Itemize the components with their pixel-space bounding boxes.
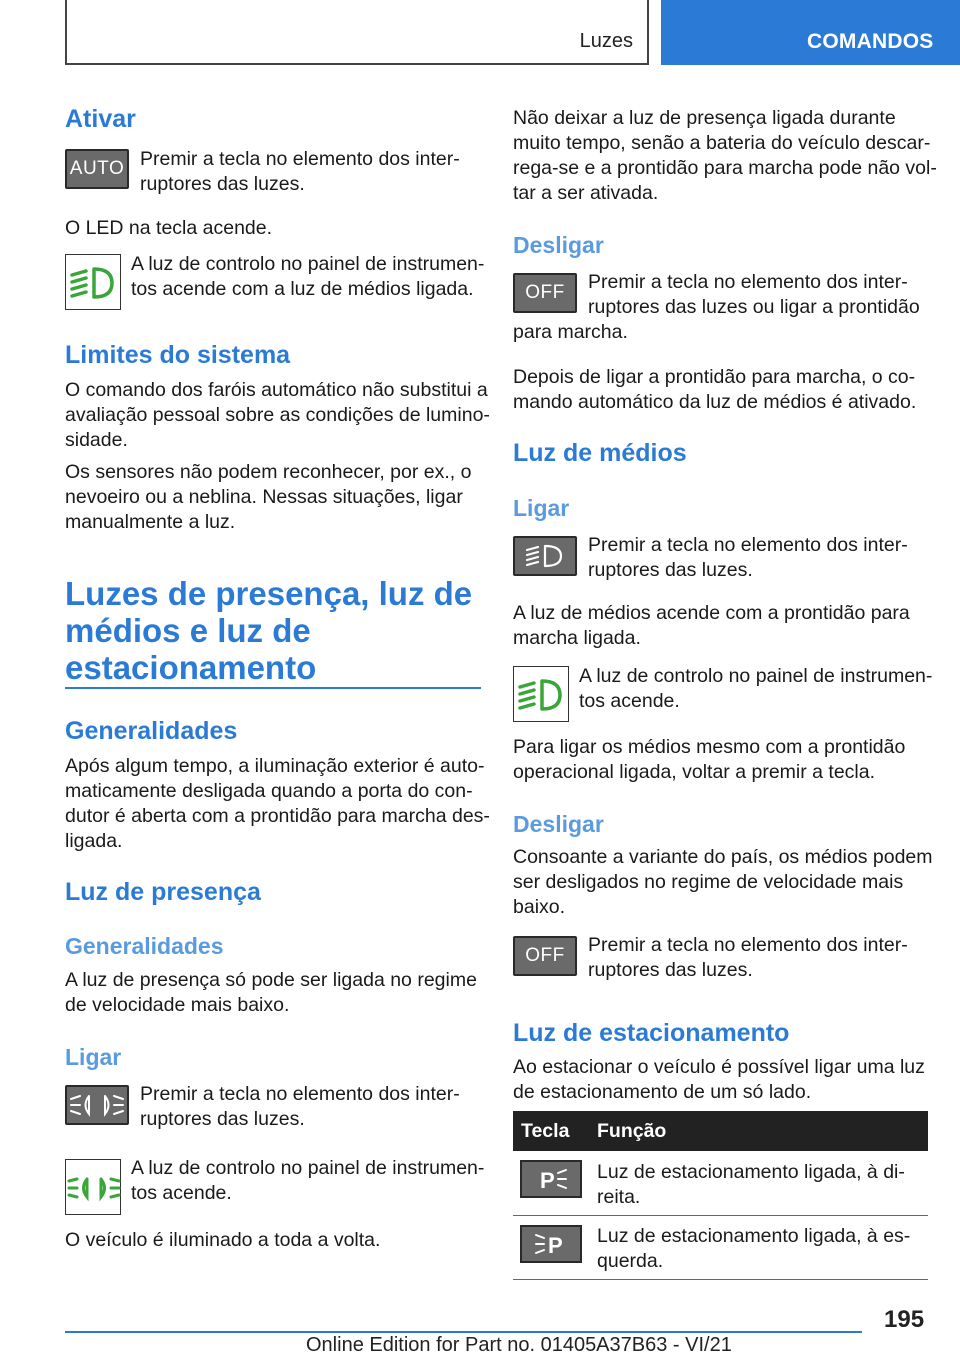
- parking-lights-indicator-icon: [65, 1159, 121, 1215]
- desligar1-text-4: Depois de ligar a prontidão para marcha, o co-: [513, 366, 916, 388]
- heading-ativar: Ativar: [65, 105, 136, 133]
- generalidades-text-4: ligada.: [65, 830, 123, 852]
- parking-right-button-icon: [520, 1160, 582, 1198]
- generalidades-text-2: maticamente desligada quando a porta do con-: [65, 780, 473, 802]
- desligar1-text-5: mando automático da luz de médios é ativado.: [513, 391, 917, 413]
- medios-ligar-text-2: ruptores das luzes.: [588, 559, 753, 581]
- section-title: Luzes: [579, 30, 633, 52]
- svg-text:P: P: [540, 1168, 555, 1193]
- presenca-text-final: O veículo é iluminado a toda a volta.: [65, 1229, 381, 1251]
- intro-text-1: Não deixar a luz de presença ligada durante: [513, 107, 896, 129]
- off-button-label: OFF: [525, 945, 565, 966]
- off-button-icon: [513, 273, 577, 313]
- footer-edition: Online Edition for Part no. 01405A37B63 - VI/21: [306, 1334, 732, 1356]
- medios-text-3: Para ligar os médios mesmo com a prontidão: [513, 736, 906, 758]
- medios-desligar-text-1: Consoante a variante do país, os médios podem: [513, 846, 933, 868]
- limites-text-4: Os sensores não podem reconhecer, por ex., o: [65, 461, 472, 483]
- chapter-tab: [661, 0, 960, 65]
- parking-lights-button-icon: [65, 1085, 129, 1125]
- presenca-indicator-text-1: A luz de controlo no painel de instrumen-: [131, 1157, 485, 1179]
- presenca-ligar-text-1: Premir a tecla no elemento dos inter-: [140, 1083, 460, 1105]
- limites-text-2: avaliação pessoal sobre as condições de lumino-: [65, 404, 490, 426]
- presenca-ligar-text-2: ruptores das luzes.: [140, 1108, 305, 1130]
- subheading-desligar-2: Desligar: [513, 811, 604, 837]
- intro-text-3: rega-se e a prontidão para marcha pode não vol-: [513, 157, 937, 179]
- medios-off-text-2: ruptores das luzes.: [588, 959, 753, 981]
- intro-text-2: muito tempo, senão a bateria do veículo descar-: [513, 132, 931, 154]
- low-beam-indicator-icon: [65, 254, 121, 310]
- medios-text-2: marcha ligada.: [513, 627, 641, 649]
- limites-text-5: nevoeiro ou a neblina. Nessas situações, ligar: [65, 486, 463, 508]
- medios-desligar-text-2: ser desligados no regime de velocidade mais: [513, 871, 904, 893]
- subheading-desligar-1: Desligar: [513, 232, 604, 258]
- limites-text-1: O comando dos faróis automático não substitui a: [65, 379, 488, 401]
- medios-indicator-text-1: A luz de controlo no painel de instrumen-: [579, 665, 933, 687]
- medios-ligar-text-1: Premir a tecla no elemento dos inter-: [588, 534, 908, 556]
- table-header-function: Função: [597, 1120, 667, 1142]
- chapter-title: COMANDOS: [807, 30, 934, 53]
- desligar1-text-1: Premir a tecla no elemento dos inter-: [588, 271, 908, 293]
- presenca-text-2: de velocidade mais baixo.: [65, 994, 290, 1016]
- desligar1-text-3: para marcha.: [513, 321, 628, 343]
- footer-rule: [65, 1331, 862, 1333]
- presenca-indicator-text-2: tos acende.: [131, 1182, 232, 1204]
- estacionamento-text-2: de estacionamento de um só lado.: [513, 1081, 812, 1103]
- low-beam-indicator-icon: [513, 666, 569, 722]
- table-row-1-text-2: reita.: [597, 1186, 641, 1208]
- ativar-text-1: Premir a tecla no elemento dos inter-: [140, 148, 460, 170]
- generalidades-text-3: dutor é aberta com a prontidão para marcha des-: [65, 805, 490, 827]
- medios-off-text-1: Premir a tecla no elemento dos inter-: [588, 934, 908, 956]
- table-header-key: Tecla: [521, 1120, 570, 1142]
- table-row-2-text-1: Luz de estacionamento ligada, à es-: [597, 1225, 911, 1247]
- limites-text-3: sidade.: [65, 429, 128, 451]
- auto-button-label: AUTO: [69, 158, 125, 179]
- auto-button-icon: [65, 149, 129, 189]
- low-beam-button-icon: [513, 536, 577, 576]
- heading-luz-presenca: Luz de presença: [65, 878, 261, 906]
- ativar-indicator-text-1: A luz de controlo no painel de instrumen-: [131, 253, 485, 275]
- table-row-1-text-1: Luz de estacionamento ligada, à di-: [597, 1161, 905, 1183]
- medios-text-1: A luz de médios acende com a prontidão para: [513, 602, 910, 624]
- heading-luz-medios: Luz de médios: [513, 439, 687, 467]
- chapter-heading-2: médios e luz de: [65, 612, 311, 649]
- generalidades-text-1: Após algum tempo, a iluminação exterior é auto-: [65, 755, 485, 777]
- off-button-icon: [513, 936, 577, 976]
- page-number: 195: [884, 1306, 925, 1333]
- heading-limites: Limites do sistema: [65, 341, 291, 369]
- estacionamento-text-1: Ao estacionar o veículo é possível ligar uma luz: [513, 1056, 925, 1078]
- chapter-heading-3: estacionamento: [65, 649, 317, 686]
- subheading-ligar-medios: Ligar: [513, 495, 570, 521]
- medios-indicator-text-2: tos acende.: [579, 690, 680, 712]
- off-button-label: OFF: [525, 282, 565, 303]
- heading-generalidades: Generalidades: [65, 717, 238, 745]
- limites-text-6: manualmente a luz.: [65, 511, 236, 533]
- heading-luz-estacionamento: Luz de estacionamento: [513, 1019, 790, 1047]
- ativar-text-2: ruptores das luzes.: [140, 173, 305, 195]
- medios-text-4: operacional ligada, voltar a premir a tecla.: [513, 761, 876, 783]
- ativar-led-text: O LED na tecla acende.: [65, 217, 273, 239]
- ativar-indicator-text-2: tos acende com a luz de médios ligada.: [131, 278, 474, 300]
- header-box: [65, 0, 649, 65]
- table-bottom-border: [513, 1279, 928, 1280]
- chapter-heading-1: Luzes de presença, luz de: [65, 575, 473, 612]
- parking-left-button-icon: [520, 1225, 582, 1263]
- presenca-text-1: A luz de presença só pode ser ligada no regime: [65, 969, 477, 991]
- subheading-ligar-presenca: Ligar: [65, 1044, 122, 1070]
- desligar1-text-2: ruptores das luzes ou ligar a prontidão: [588, 296, 920, 318]
- subheading-generalidades: Generalidades: [65, 933, 224, 959]
- medios-desligar-text-3: baixo.: [513, 896, 566, 918]
- table-header: [513, 1111, 928, 1151]
- table-row-divider: [513, 1215, 928, 1216]
- chapter-rule: [65, 687, 481, 689]
- table-row-2-text-2: querda.: [597, 1250, 664, 1272]
- intro-text-4: tar a ser ativada.: [513, 182, 659, 204]
- svg-text:P: P: [548, 1233, 563, 1258]
